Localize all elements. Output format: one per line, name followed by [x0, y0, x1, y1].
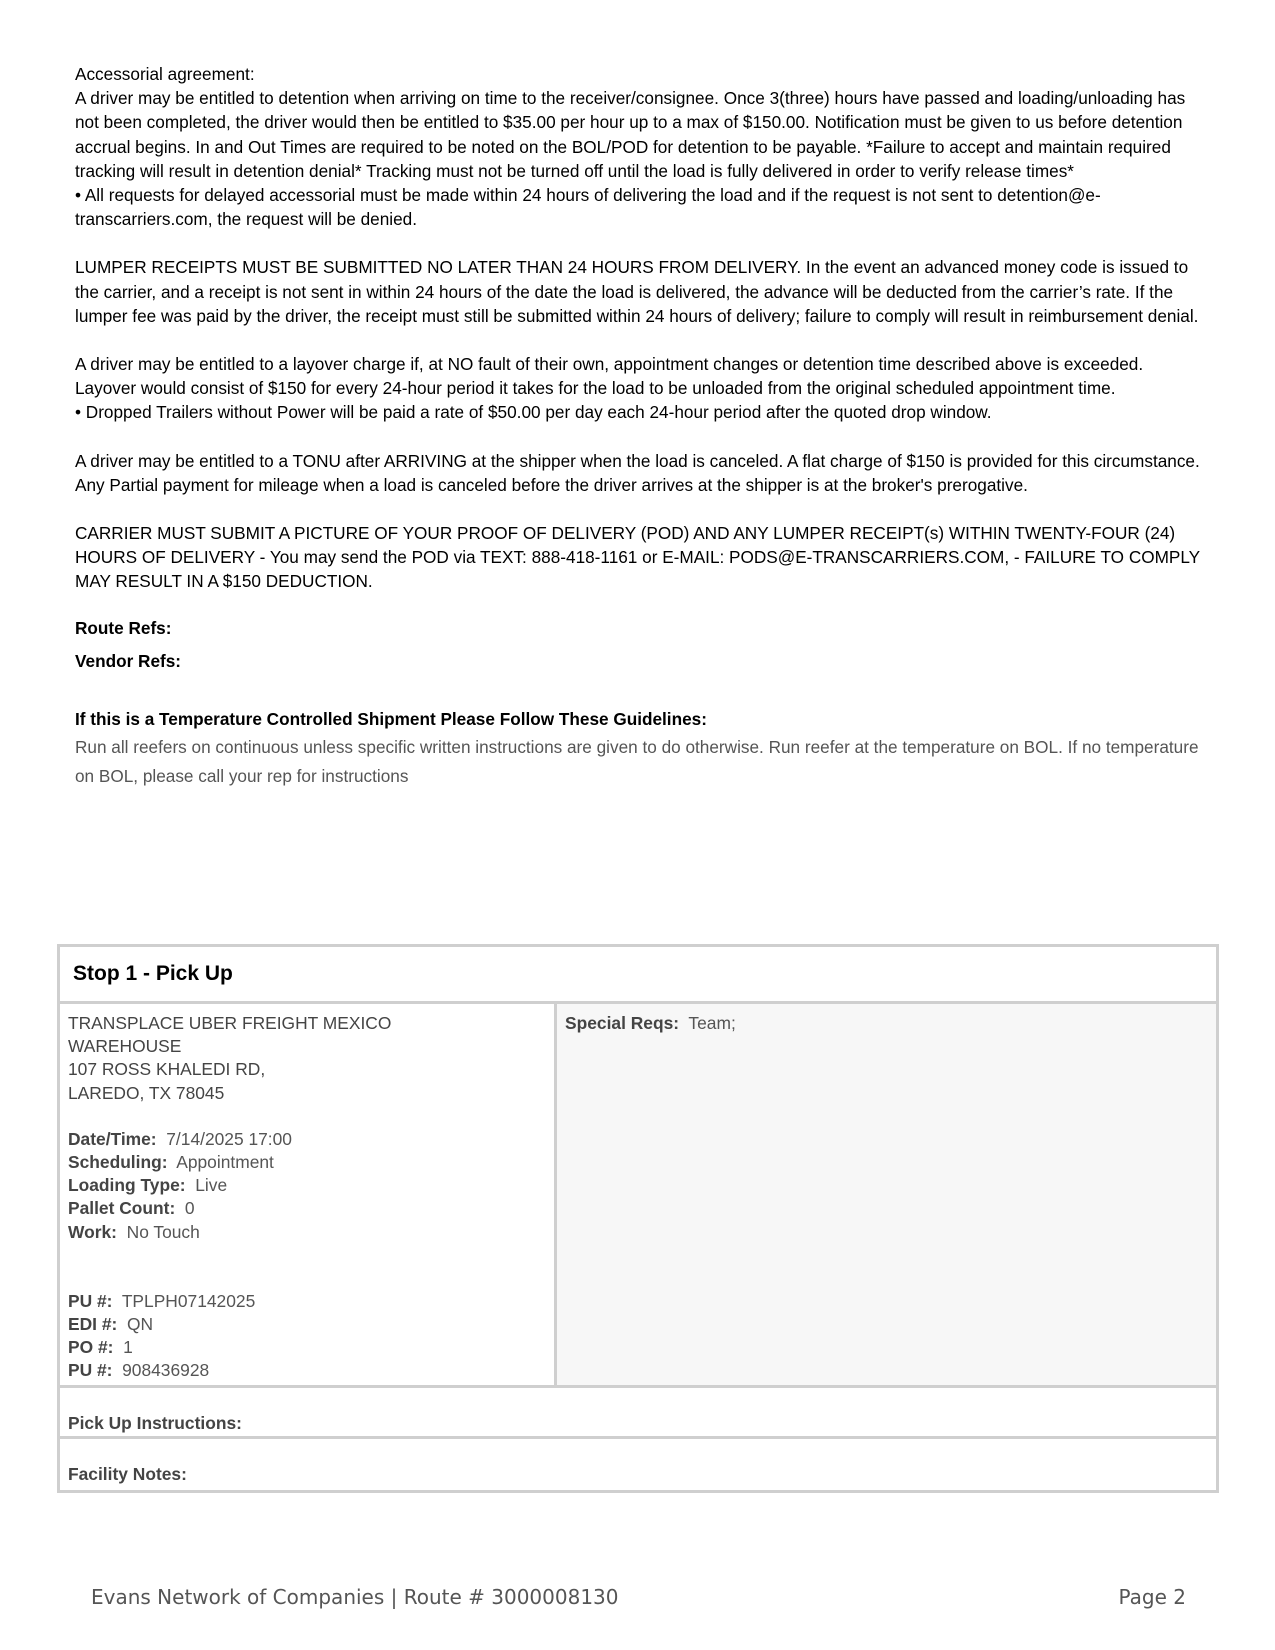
ref-value: 1: [123, 1337, 133, 1358]
detention-paragraph: A driver may be entitled to detention when arriving on time to the receiver/consignee. Once 3(three) hours have passed and loading/unloading has not been completed, the driver would then be entitled to $35.00 per hour up to a max of $150.00. Notification must be given to us before detention accrual begins. In and Out Times are required to be noted on the BOL/POD for detention to be payable. *Failure to accept and maintain required tracking will result in detention denial* Tracking must not be turned off until the load is fully delivered in order to verify release times*: [75, 88, 1186, 181]
ref-value: TPLPH07142025: [121, 1290, 256, 1311]
detail-row: [68, 1151, 546, 1174]
page-number: Page 2: [1118, 1585, 1186, 1609]
special-reqs-value: Team;: [688, 1013, 736, 1033]
facility-notes-label: Facility Notes:: [68, 1463, 187, 1484]
detail-value: Appointment: [176, 1152, 274, 1173]
detail-row: [68, 1221, 546, 1244]
stop-details-column: [60, 1004, 557, 1385]
ref-label: PU #:: [68, 1290, 113, 1311]
detail-row: [68, 1174, 546, 1197]
route-refs-label: Route Refs:: [75, 617, 172, 638]
address-line: TRANSPLACE UBER FREIGHT MEXICO: [68, 1013, 392, 1033]
detail-value: No Touch: [126, 1221, 200, 1242]
ref-row: [68, 1359, 546, 1382]
special-reqs-label: Special Reqs:: [565, 1013, 680, 1033]
detail-label: Loading Type:: [68, 1175, 186, 1196]
stop-body: [60, 1004, 1216, 1388]
detail-value: Live: [195, 1175, 228, 1196]
pod-paragraph: CARRIER MUST SUBMIT A PICTURE OF YOUR PROOF OF DELIVERY (POD) AND ANY LUMPER RECEIPT(s) WITHIN TWENTY-FOUR (24) HOURS OF DELIVERY - You may send the POD via TEXT: 888-418-1161 or E-MAIL: PODS@E-TRANSCARRIERS.COM, - FAILURE TO COMPLY MAY RESULT IN A $150 DEDUCTION.: [75, 523, 1200, 592]
ref-label: PO #:: [68, 1337, 114, 1358]
address-line: LAREDO, TX 78045: [68, 1082, 225, 1103]
pickup-instructions-label: Pick Up Instructions:: [60, 1388, 1216, 1439]
special-requirements-column: [557, 1004, 1216, 1385]
vendor-refs-label: Vendor Refs:: [75, 650, 182, 671]
detail-value: 7/14/2025 17:00: [166, 1128, 292, 1149]
detail-label: Date/Time:: [68, 1128, 157, 1149]
detail-label: Pallet Count:: [68, 1198, 176, 1219]
detail-row: [68, 1197, 546, 1220]
refs-block: [75, 618, 1205, 672]
detail-label: Scheduling:: [68, 1152, 168, 1173]
ref-row: [68, 1313, 546, 1336]
terms-section: [75, 62, 1205, 791]
address-line: WAREHOUSE: [68, 1036, 182, 1057]
detail-label: Work:: [68, 1221, 117, 1242]
detail-value: 0: [184, 1198, 195, 1219]
temperature-guidelines: Run all reefers on continuous unless specific written instructions are given to do otherwise. Run reefer at the temperature on BOL. If no temperature on BOL, please call your rep for instructions: [75, 736, 1199, 786]
ref-value: QN: [126, 1314, 154, 1335]
stop-card: [57, 944, 1219, 1493]
tonu-paragraph: A driver may be entitled to a TONU after ARRIVING at the shipper when the load is canceled. A flat charge of $150 is provided for this circumstance. Any Partial payment for mileage when a load is canceled before the driver arrives at the shipper is at the broker's prerogative.: [75, 450, 1200, 495]
delayed-accessorial-note: • All requests for delayed accessorial must be made within 24 hours of delivering the load and if the request is not sent to detention@e-transcarriers.com, the request will be denied.: [75, 185, 1101, 230]
address-line: 107 ROSS KHALEDI RD,: [68, 1059, 266, 1080]
temperature-heading: If this is a Temperature Controlled Shipment Please Follow These Guidelines:: [75, 708, 707, 729]
lumper-paragraph: LUMPER RECEIPTS MUST BE SUBMITTED NO LATER THAN 24 HOURS FROM DELIVERY. In the event an advanced money code is issued to the carrier, and a receipt is not sent in within 24 hours of the date the load is delivered, the advance will be deducted from the carrier’s rate. If the lumper fee was paid by the driver, the receipt must still be submitted within 24 hours of delivery; failure to comply will result in reimbursement denial.: [75, 257, 1199, 326]
layover-paragraph: A driver may be entitled to a layover charge if, at NO fault of their own, appointment changes or detention time described above is exceeded. Layover would consist of $150 for every 24-hour period it takes for the load to be unloaded from the original scheduled appointment time.: [75, 354, 1144, 399]
stop-title: Stop 1 - Pick Up: [60, 947, 1216, 1004]
ref-row: [68, 1336, 546, 1359]
stop-address: [68, 1012, 546, 1105]
ref-row: [68, 1290, 546, 1313]
accessorial-heading: Accessorial agreement:: [75, 64, 255, 84]
dropped-trailers-note: • Dropped Trailers without Power will be paid a rate of $50.00 per day each 24-hour period after the quoted drop window.: [75, 402, 992, 423]
footer-route: Evans Network of Companies | Route # 3000008130: [91, 1585, 619, 1609]
ref-label: PU #:: [68, 1360, 113, 1381]
ref-value: 908436928: [122, 1360, 210, 1381]
detail-row: [68, 1128, 546, 1151]
ref-label: EDI #:: [68, 1314, 118, 1335]
page-footer: [91, 1585, 1186, 1609]
